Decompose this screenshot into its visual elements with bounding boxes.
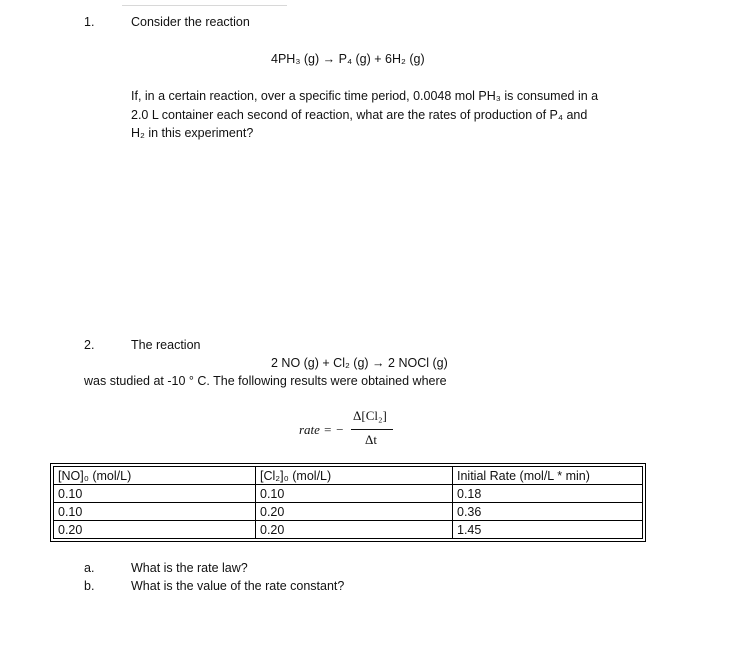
q1-line-2: 2.0 L container each second of reaction, what are the rates of production of P₄ and [131, 107, 588, 122]
part-a-text: What is the rate law? [131, 561, 248, 575]
q2-intro: The reaction [131, 338, 201, 352]
table-cell: 0.18 [453, 485, 643, 503]
part-b-text: What is the value of the rate constant? [131, 579, 345, 593]
rate-data-table [53, 466, 643, 539]
q1-line-3: H₂ in this experiment? [131, 126, 254, 140]
table-row [54, 503, 643, 521]
q1-equation: 4PH₃ (g) → P₄ (g) + 6H₂ (g) [271, 52, 425, 66]
table-cell: 0.10 [54, 485, 256, 503]
table-header-row [54, 467, 643, 485]
q2-studied-text: was studied at -10 ° C. The following results were obtained where [84, 374, 447, 388]
part-b-letter: b. [84, 579, 95, 593]
fraction-bar [351, 429, 393, 430]
q1-intro: Consider the reaction [131, 15, 250, 29]
q1-paragraph [131, 87, 641, 143]
q1-number: 1. [84, 15, 95, 29]
table-cell: 0.36 [453, 503, 643, 521]
q2-number: 2. [84, 338, 95, 352]
table-row [54, 485, 643, 503]
header-no-conc: [NO]₀ (mol/L) [54, 467, 256, 485]
q1-line-1: If, in a certain reaction, over a specific time period, 0.0048 mol PH₃ is consumed in a [131, 89, 599, 103]
table-cell: 0.20 [256, 503, 453, 521]
table-row [54, 521, 643, 539]
header-initial-rate: Initial Rate (mol/L * min) [453, 467, 643, 485]
table-cell: 1.45 [453, 521, 643, 539]
rate-denominator: Δt [365, 432, 377, 447]
header-cl2-conc: [Cl₂]₀ (mol/L) [256, 467, 453, 485]
table-cell: 0.20 [54, 521, 256, 539]
top-rule [122, 5, 287, 6]
table-cell: 0.10 [54, 503, 256, 521]
table-cell: 0.10 [256, 485, 453, 503]
table-cell: 0.20 [256, 521, 453, 539]
rate-numerator: Δ[Cl₂] [353, 408, 387, 423]
rate-label: rate = − [299, 422, 344, 437]
q2-equation: 2 NO (g) + Cl₂ (g) → 2 NOCl (g) [271, 356, 448, 370]
part-a-letter: a. [84, 561, 95, 575]
